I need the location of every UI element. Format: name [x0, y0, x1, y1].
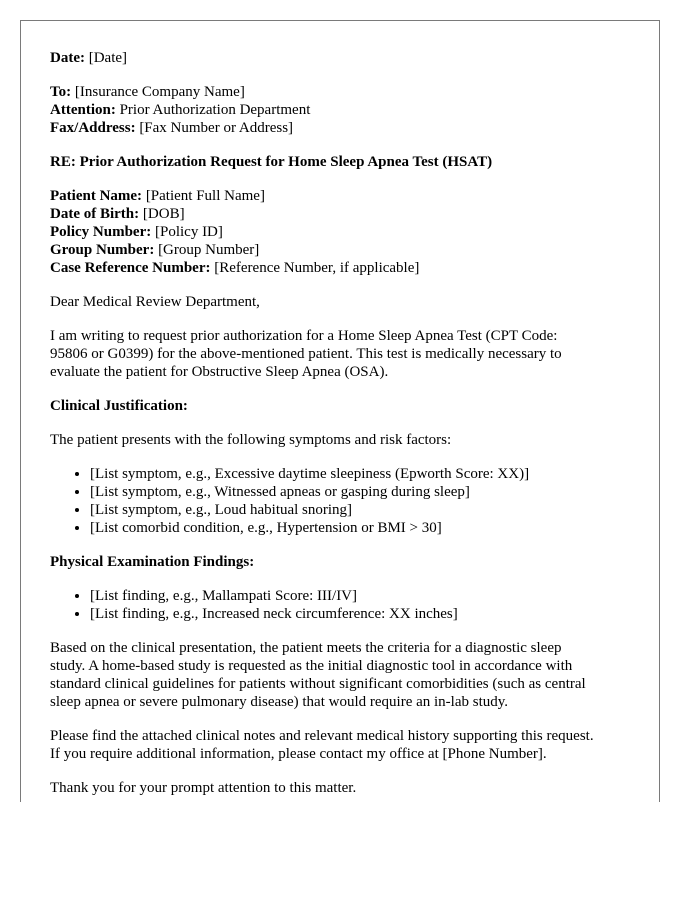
case-ref-line: [50, 259, 631, 277]
intro-line: evaluate the patient for Obstructive Sleep Apnea (OSA).: [50, 364, 389, 380]
group-value: [Group Number]: [158, 242, 260, 258]
dob-value: [DOB]: [142, 206, 185, 222]
intro-paragraph: [50, 327, 631, 381]
criteria-line: Based on the clinical presentation, the patient meets the criteria for a diagnostic sleep: [50, 640, 562, 656]
patient-name-line: [50, 187, 631, 205]
attachments-paragraph: [50, 727, 631, 763]
symptom-item: • [List symptom, e.g., Excessive daytime sleepiness (Epworth Score: XX)]: [90, 465, 631, 483]
date-value: [Date]: [88, 50, 128, 66]
date-block: [50, 49, 631, 67]
policy-line: [50, 223, 631, 241]
criteria-paragraph: [50, 639, 631, 711]
policy-value: [Policy ID]: [154, 224, 223, 240]
patient-block: [50, 187, 631, 277]
date-label: Date:: [50, 50, 85, 66]
criteria-line: standard clinical guidelines for patients without significant comorbidities (such as central: [50, 676, 586, 692]
to-line: [50, 83, 631, 101]
patient-name-value: [Patient Full Name]: [145, 188, 265, 204]
attention-line: [50, 101, 631, 119]
case-ref-value: [Reference Number, if applicable]: [214, 260, 420, 276]
symptom-item: • [List symptom, e.g., Loud habitual snoring]: [90, 501, 631, 519]
findings-list: [50, 587, 631, 623]
physical-exam-heading: Physical Examination Findings:: [50, 554, 255, 570]
attachments-line: Please find the attached clinical notes and relevant medical history supporting this request.: [50, 728, 594, 744]
salutation: Dear Medical Review Department,: [50, 294, 260, 310]
recipient-block: [50, 83, 631, 137]
attention-label: Attention:: [50, 102, 116, 118]
fax-value: [Fax Number or Address]: [139, 120, 294, 136]
to-label: To:: [50, 84, 72, 100]
attachments-line: If you require additional information, please contact my office at [Phone Number].: [50, 746, 547, 762]
intro-line: I am writing to request prior authorization for a Home Sleep Apnea Test (CPT Code:: [50, 328, 558, 344]
policy-label: Policy Number:: [50, 224, 152, 240]
finding-item: • [List finding, e.g., Increased neck circumference: XX inches]: [90, 605, 631, 623]
re-line: RE: Prior Authorization Request for Home Sleep Apnea Test (HSAT): [50, 154, 493, 170]
symptom-item: • [List comorbid condition, e.g., Hypertension or BMI > 30]: [90, 519, 631, 537]
criteria-line: study. A home-based study is requested as the initial diagnostic tool in accordance with: [50, 658, 573, 674]
symptoms-list: [50, 465, 631, 537]
date-line: [50, 49, 631, 67]
group-label: Group Number:: [50, 242, 155, 258]
clinical-justification-heading: Clinical Justification:: [50, 398, 188, 414]
letter-page: [20, 20, 660, 802]
finding-item: • [List finding, e.g., Mallampati Score: III/IV]: [90, 587, 631, 605]
fax-line: [50, 119, 631, 137]
to-value: [Insurance Company Name]: [74, 84, 245, 100]
fax-label: Fax/Address:: [50, 120, 136, 136]
group-line: [50, 241, 631, 259]
dob-label: Date of Birth:: [50, 206, 140, 222]
attention-value: Prior Authorization Department: [119, 102, 311, 118]
symptoms-intro: The patient presents with the following symptoms and risk factors:: [50, 432, 452, 448]
case-ref-label: Case Reference Number:: [50, 260, 211, 276]
intro-line: 95806 or G0399) for the above-mentioned patient. This test is medically necessary to: [50, 346, 562, 362]
dob-line: [50, 205, 631, 223]
closing-line: Thank you for your prompt attention to this matter.: [50, 780, 357, 796]
patient-name-label: Patient Name:: [50, 188, 143, 204]
criteria-line: sleep apnea or severe pulmonary disease) that would require an in-lab study.: [50, 694, 509, 710]
symptom-item: • [List symptom, e.g., Witnessed apneas or gasping during sleep]: [90, 483, 631, 501]
